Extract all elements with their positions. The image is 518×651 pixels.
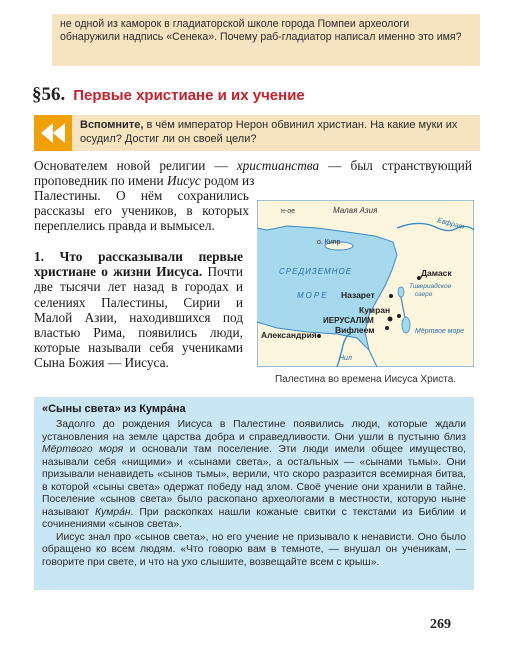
text-run: — был странствующий проповедник по имени	[34, 158, 472, 189]
label-jerusalem: ИЕРУСАЛИМ	[323, 316, 374, 325]
label-sea-top: н-ое	[281, 208, 295, 215]
label-bethlehem: Вифлеем	[335, 325, 375, 335]
recall-box	[34, 115, 480, 151]
label-tiberias-1: Тивериадское	[409, 283, 452, 290]
term-christianity: христианства	[236, 158, 320, 173]
recall-text	[72, 115, 480, 151]
label-qumran: Кумран	[359, 305, 391, 315]
qumran-info-panel	[34, 397, 474, 590]
label-alexandria: Александрия	[261, 330, 317, 340]
paragraph-intro	[34, 158, 472, 188]
palestine-map	[257, 200, 474, 367]
page-number: 269	[430, 617, 451, 632]
label-euphrates: Евфрат	[436, 217, 465, 232]
text-run: . При раскопках нашли кожаные свитки с текстами из Библии и сочинениями «сынов света».	[42, 506, 466, 530]
section-heading	[32, 84, 492, 106]
tiberias-lake	[398, 287, 404, 297]
jerusalem-dot	[388, 317, 393, 322]
rewind-icon	[34, 115, 72, 151]
paragraph-question-1	[34, 249, 243, 371]
text-run: и основали там поселение. Эти люди имели общее имущество, называли себя «нищими» и «сынами света», а остальных — «сынами тьмы». Они призывали ненавидеть «сынов тьмы», верили, что скоро разразится всемирная битва, в которой «сыны света» одержат победу над злом. Своё учение они хранили в тайне. Поселение «сынов света» было раскопано археологами в местности, которую ныне называют	[42, 444, 466, 518]
label-nile: Нил	[339, 355, 352, 362]
map-caption: Палестина во времена Иисуса Христа.	[274, 374, 457, 385]
label-med-sea-1: СРЕДИЗЕМНОЕ	[279, 267, 353, 276]
question-heading: 1. Что рассказывали первые христиане о жизни Иисуса.	[34, 249, 243, 280]
map-svg	[257, 200, 474, 367]
label-nazareth: Назарет	[341, 290, 375, 300]
panel-body	[42, 419, 466, 569]
question-answer: Почти две тысячи лет назад в городах и селениях Палестины, Сирии и Малой Азии, находившихся под властью Рима, появились люди, которые называли себя учениками Сына Божия — Иисуса.	[34, 264, 243, 371]
bethlehem-dot	[385, 326, 389, 330]
top-question-text: не одной из каморок в гладиаторской школе города Помпеи археологи обнаружили надпись «Сенека». Почему раб-гладиатор написал именно это имя?	[60, 18, 462, 43]
term-dead-sea: Мёртвого моря	[42, 444, 124, 455]
label-dead-sea: Мёртвое море	[415, 328, 465, 335]
text-run: Основателем новой религии —	[34, 158, 237, 173]
dead-sea	[402, 317, 410, 333]
nazareth-dot	[389, 294, 393, 298]
text-run: Задолго до рождения Иисуса в Палестине появились люди, которые ждали установления на земле царства добра и справедливости. Они ушли в пустыню близ	[42, 419, 466, 443]
term-jesus: Иисус	[166, 173, 201, 189]
section-title: Первые христиане и их учение	[73, 87, 305, 104]
panel-paragraph-2: Иисус знал про «сынов света», но его учение не призывало к ненависти. Оно было обращено ко всем людям. «Что говорю вам в темноте, — внушал он ученикам, — говорите при свете, и что на ухо слышите, возвещайте всем с крыш».	[42, 531, 466, 568]
top-question-box	[52, 14, 480, 66]
recall-question: в чём император Нерон обвинил христиан. На какие муки их осудил? Достиг ли он своей цели?	[80, 119, 458, 145]
recall-lead: Вспомните,	[80, 119, 144, 131]
section-number: §56.	[32, 84, 66, 105]
label-asia-minor: Малая Азия	[333, 206, 378, 215]
term-qumran: Кумра́н	[95, 506, 131, 518]
label-damascus: Дамаск	[421, 268, 452, 278]
panel-title: «Сыны света» из Кумра́на	[42, 403, 186, 415]
alexandria-dot	[317, 334, 321, 338]
qumran-dot	[397, 314, 401, 318]
label-cyprus: о. Кипр	[317, 239, 341, 246]
label-med-sea-2: МОРЕ	[297, 291, 329, 300]
label-tiberias-2: озеро	[415, 291, 433, 298]
panel-paragraph-1	[42, 419, 466, 532]
text-run: родом из	[200, 173, 255, 189]
paragraph-palestine: Палестины. О нём сохранились рассказы его учеников, в которых переплелись правда и вымысел.	[34, 188, 249, 234]
